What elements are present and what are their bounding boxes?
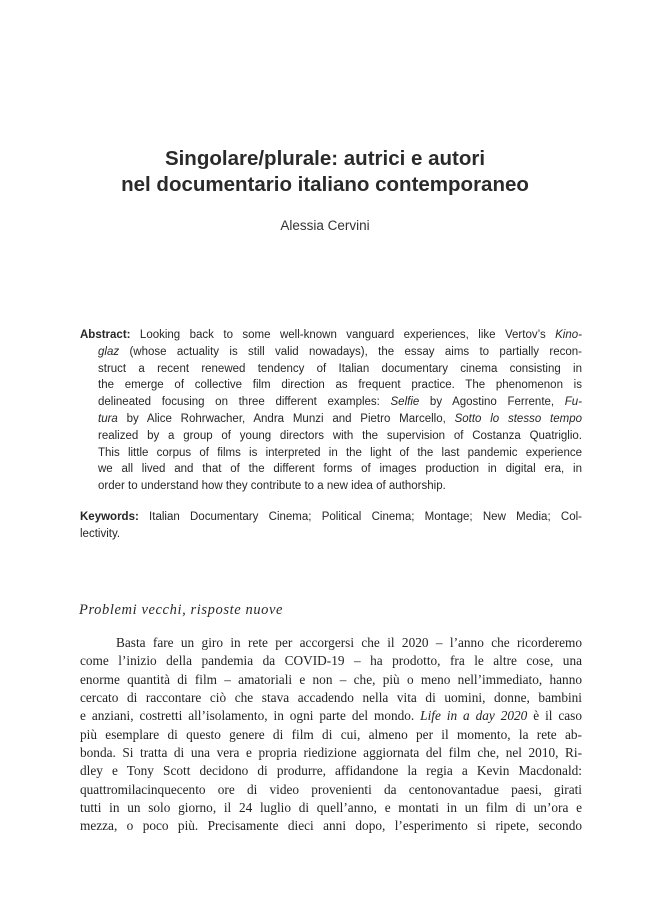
abstract-line: realized by a group of young directors with the supervision of Costanza Quatriglio. xyxy=(98,429,582,442)
body-line: come l’inizio della pandemia da COVID-19 – ha prodotto, fra le altre cose, una xyxy=(80,653,582,669)
body-line: dley e Tony Scott decidono di produrre, affidandone la regia a Kevin Macdonald: xyxy=(80,763,582,779)
abstract-text: Looking back to some well-known vanguard experiences, like Vertov’s xyxy=(139,329,556,341)
abstract-italic: Fu- xyxy=(564,396,583,409)
keywords-line xyxy=(80,509,582,526)
abstract-line: order to understand how they contribute to a new idea of authorship. xyxy=(98,480,446,493)
abstract-line: struct a recent renewed tendency of Italian documentary cinema consisting in xyxy=(98,362,582,375)
abstract-line: we all lived and that of the different forms of images production in digital era, in xyxy=(98,463,582,476)
page-title xyxy=(40,146,610,198)
abstract-text: delineated focusing on three different examples: xyxy=(98,396,391,409)
body-line: più esemplare di questo genere di film di cui, almeno per il momento, la rete ab- xyxy=(80,726,582,742)
abstract-line xyxy=(80,411,582,428)
body-paragraph xyxy=(80,634,582,836)
abstract-text: (whose actuality is still valid nowadays), the essay aims to partially recon- xyxy=(119,345,582,358)
body-line: bonda. Si tratta di una vera e propria riedizione aggiornata del film che, nel 2010, Ri- xyxy=(80,745,582,761)
abstract-line xyxy=(80,394,582,411)
author-name: Alessia Cervini xyxy=(280,218,370,233)
body-line: quattromilacinquecento ore di video provenienti da centonovantadue paesi, girati xyxy=(80,781,582,797)
body-text: e anziani, costretti all’isolamento, in ogni parte del mondo. xyxy=(80,708,421,724)
abstract-italic: Kino- xyxy=(555,329,582,341)
abstract-line xyxy=(80,344,582,361)
keywords-label: Keywords: xyxy=(80,511,139,523)
body-line xyxy=(80,707,582,725)
abstract-italic: Sotto lo stesso tempo xyxy=(454,412,582,425)
abstract-italic: tura xyxy=(98,412,118,425)
body-line: cercato di raccontare ciò che stava accadendo nella vita di uomini, donne, bambini xyxy=(80,690,582,706)
keywords-line: lectivity. xyxy=(80,527,121,540)
abstract-line: the emerge of collective film direction as frequent practice. The phenomenon is xyxy=(98,379,582,392)
abstract-text: by Agostino Ferrente, xyxy=(419,396,565,409)
abstract-italic: glaz xyxy=(98,345,120,358)
section-heading: Problemi vecchi, risposte nuove xyxy=(79,602,284,618)
body-italic: Life in a day 2020 xyxy=(420,708,528,724)
body-line: tutti in un solo giorno, il 24 luglio di quell’anno, e montati in un film di un’ora e xyxy=(80,800,582,816)
abstract-line xyxy=(80,327,582,344)
keywords-text: Italian Documentary Cinema; Political Cinema; Montage; New Media; Col- xyxy=(138,511,582,523)
abstract xyxy=(80,327,582,495)
body-line: mezza, o poco più. Precisamente dieci anni dopo, l’esperimento si ripete, secondo xyxy=(80,818,582,834)
keywords xyxy=(80,509,582,543)
abstract-label: Abstract: xyxy=(80,329,131,341)
body-line: enorme quantità di film – amatoriali e non – che, più o meno nell’immediato, hanno xyxy=(80,671,582,687)
abstract-line: This little corpus of films is interpreted in the light of the last pandemic experience xyxy=(98,446,582,459)
abstract-text: by Alice Rohrwacher, Andra Munzi and Pietro Marcello, xyxy=(117,412,455,425)
body-text: è il caso xyxy=(527,708,582,724)
title-line-2: nel documentario italiano contemporaneo xyxy=(121,173,529,196)
abstract-italic: Selfie xyxy=(390,396,420,409)
body-line: Basta fare un giro in rete per accorgersi che il 2020 – l’anno che ricorderemo xyxy=(116,635,582,650)
title-line-1: Singolare/plurale: autrici e autori xyxy=(164,147,486,170)
